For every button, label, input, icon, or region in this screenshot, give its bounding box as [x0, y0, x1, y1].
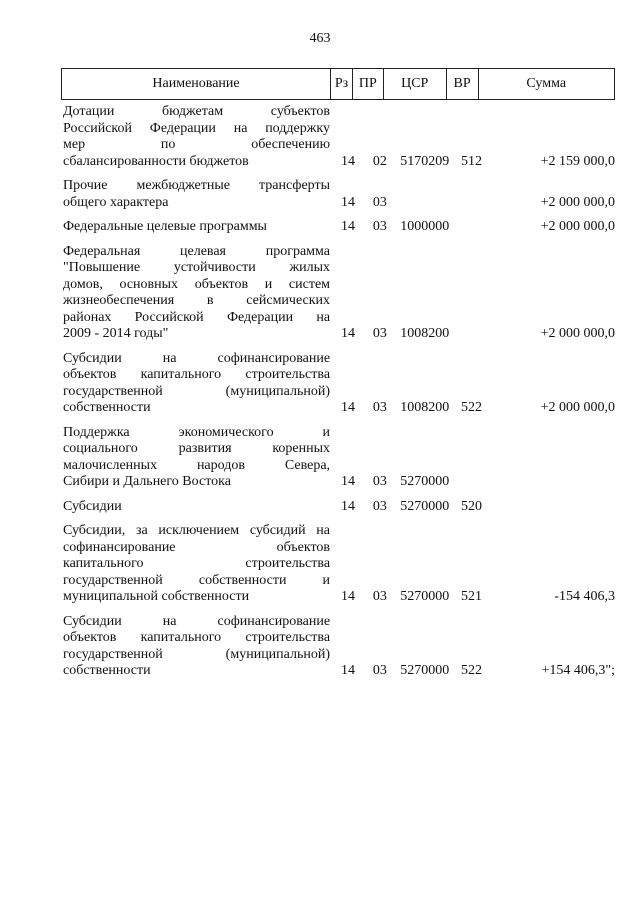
row-rz: 14 [340, 589, 355, 604]
row-name-line: собственности [63, 663, 151, 678]
row-name-line: Субсидии [63, 498, 122, 514]
row-vr: 512 [461, 153, 483, 169]
row-name-line: домов, основных объектов и систем [63, 276, 331, 292]
row-sum: +2 000 000,0 [540, 194, 616, 210]
row-name-line: Прочие межбюджетные трансферты [63, 178, 331, 193]
row-csr: 5270000 [400, 498, 450, 514]
table-row [61, 178, 615, 211]
row-csr: 5270000 [400, 589, 450, 604]
row-csr: 5170209 [400, 153, 450, 169]
row-sum: +2 000 000,0 [540, 326, 616, 341]
row-name-line: сбалансированности бюджетов [63, 153, 249, 169]
row-name-line: Поддержка экономического и [63, 424, 331, 440]
row-name-line: Дотации бюджетам субъектов [63, 104, 331, 119]
row-name-line: Субсидии на софинансирование [63, 613, 331, 629]
row-name-line: мер по обеспечению [63, 137, 331, 152]
row-name [61, 523, 330, 606]
row-vr: 522 [461, 663, 483, 678]
row-csr: 5270000 [400, 663, 450, 678]
row-rz: 14 [340, 663, 355, 678]
row-rz: 14 [340, 194, 355, 210]
row-name-line: государственной собственности и [63, 572, 331, 588]
row-rz: 14 [340, 326, 355, 341]
row-rz: 14 [340, 153, 355, 169]
row-name-line: общего характера [63, 194, 169, 210]
row-pr: 03 [372, 498, 387, 514]
row-pr: 03 [372, 326, 387, 341]
row-name-line: Субсидии на софинансирование [63, 350, 331, 366]
row-csr: 1000000 [400, 219, 450, 234]
table-row [61, 219, 615, 236]
row-csr: 1008200 [400, 400, 450, 415]
row-name-line: малочисленных народов Севера, [63, 457, 331, 473]
row-sum: +154 406,3"; [541, 663, 616, 678]
row-csr: 5270000 [400, 474, 450, 489]
row-name [61, 351, 330, 417]
header-sum: Сумма [526, 76, 567, 91]
page-number: 463 [309, 31, 331, 46]
row-pr: 03 [372, 194, 387, 210]
row-name [61, 178, 330, 211]
row-vr: 522 [461, 400, 483, 415]
row-name-line: 2009 - 2014 годы" [63, 326, 169, 341]
row-name-line: собственности [63, 400, 151, 415]
row-name-line: "Повышение устойчивости жилых [63, 260, 331, 275]
row-csr: 1008200 [400, 326, 450, 341]
row-pr: 03 [372, 663, 387, 678]
row-name [61, 425, 330, 491]
row-sum: +2 159 000,0 [540, 153, 616, 169]
table-row [61, 523, 615, 606]
header-vr: ВР [447, 69, 479, 99]
header-csr: ЦСР [384, 69, 447, 99]
table-row [61, 614, 615, 680]
row-name-line: социального развития коренных [63, 441, 331, 456]
table-row [61, 104, 615, 170]
row-name-line: Сибири и Дальнего Востока [63, 474, 231, 489]
header-rz: Рз [331, 69, 353, 99]
table-header [61, 68, 615, 100]
row-name-line: софинансирование объектов [63, 539, 331, 555]
row-name-line: объектов капитального строительства [63, 630, 331, 645]
header-pr: ПР [353, 69, 384, 99]
row-name-line: Федеральная целевая программа [63, 243, 331, 259]
row-vr: 521 [461, 589, 483, 604]
row-pr: 03 [372, 219, 387, 234]
table-row [61, 244, 615, 343]
row-name [61, 244, 330, 343]
row-sum: +2 000 000,0 [540, 400, 616, 415]
row-name [61, 219, 330, 236]
table-row [61, 499, 615, 516]
row-name-line: муниципальной собственности [63, 589, 250, 604]
row-pr: 03 [372, 474, 387, 489]
row-rz: 14 [340, 219, 355, 234]
table-row [61, 425, 615, 491]
row-vr: 520 [461, 498, 483, 514]
row-name-line: Федеральные целевые программы [63, 219, 267, 234]
row-rz: 14 [340, 474, 355, 489]
row-rz: 14 [340, 498, 355, 514]
row-name-line: капитального строительства [63, 556, 331, 571]
row-name-line: государственной (муниципальной) [63, 383, 331, 399]
row-rz: 14 [340, 400, 355, 415]
row-sum: -154 406,3 [554, 589, 616, 604]
row-name-line: Российской Федерации на поддержку [63, 120, 331, 136]
row-pr: 02 [372, 153, 387, 169]
row-name [61, 499, 330, 516]
row-name [61, 104, 330, 170]
header-name: Наименование [62, 69, 331, 99]
row-name-line: Субсидии, за исключением субсидий на [63, 523, 331, 538]
table-body [61, 104, 615, 688]
row-pr: 03 [372, 400, 387, 415]
row-name-line: районах Российской Федерации на [63, 309, 331, 325]
row-sum: +2 000 000,0 [540, 219, 616, 234]
row-name-line: объектов капитального строительства [63, 367, 331, 382]
row-name [61, 614, 330, 680]
row-name-line: государственной (муниципальной) [63, 646, 331, 662]
row-pr: 03 [372, 589, 387, 604]
table-row [61, 351, 615, 417]
row-name-line: жизнеобеспечения в сейсмических [63, 293, 331, 308]
